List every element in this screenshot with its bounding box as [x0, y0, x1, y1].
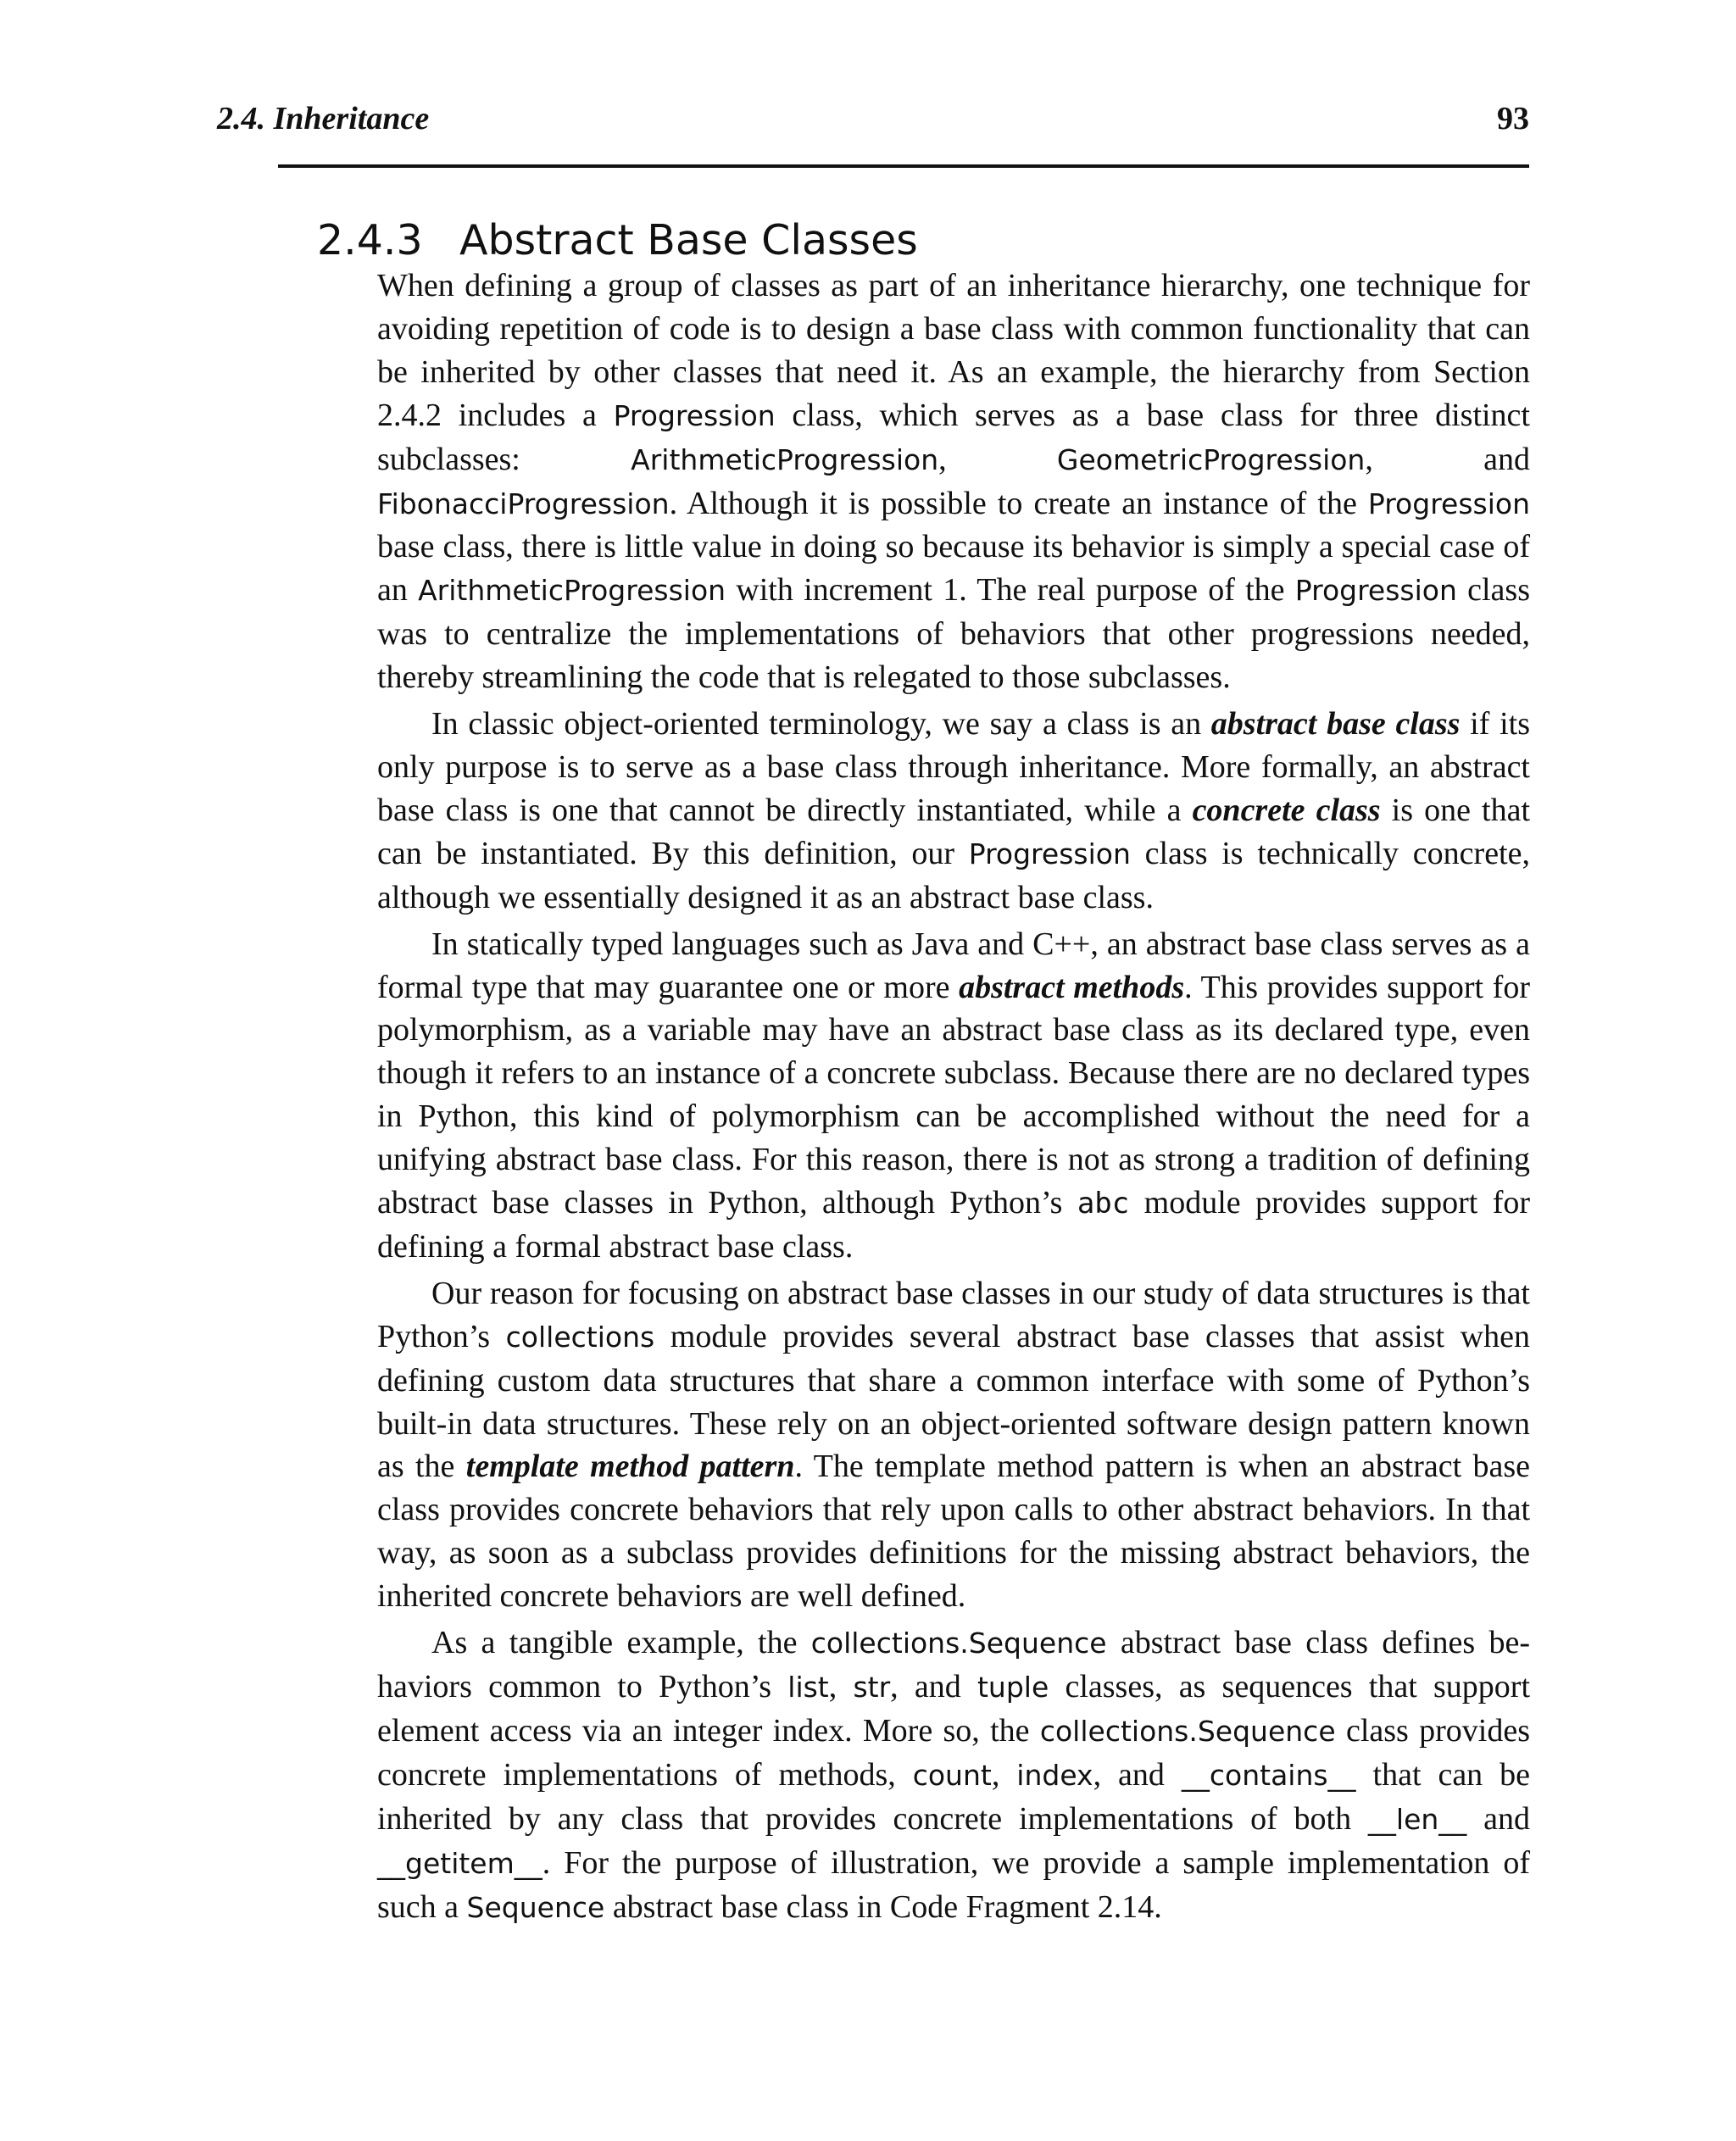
- class-name: str: [853, 1671, 891, 1704]
- body-text: [377, 264, 1530, 1932]
- class-name: collections: [505, 1320, 655, 1354]
- text-run: In classic object-oriented terminology, we say a class is an: [431, 706, 1211, 742]
- key-term: template method pattern: [465, 1449, 795, 1485]
- text-run: Our reason for focusing on abstract base classes in our study of data structures is that Python’s: [377, 1275, 1530, 1354]
- text-run: classes, as sequences that support element access via an integer index. More so, the: [377, 1669, 1530, 1749]
- class-name: count: [912, 1758, 992, 1792]
- text-run: abstract base class defines behaviors common to Python’s: [377, 1625, 1530, 1704]
- text-run: . This provides support for polymorphism, as a variable may have an abstract base class as its declared type, even though it refers to an instance of a concrete subclass. Because there are no declared types in Python, this kind of polymorphism can be accomplished without the need for a unifying abstract base class. For this reason, there is not as strong a tradition of defining abstract base classes in Python, although Python’s: [377, 969, 1530, 1221]
- text-run: ,: [991, 1756, 1017, 1793]
- class-name: Sequence: [466, 1890, 605, 1924]
- page-header: [217, 100, 1529, 141]
- header-rule: [278, 164, 1529, 168]
- class-name: collections.Sequence: [810, 1627, 1107, 1660]
- key-term: concrete class: [1192, 792, 1381, 828]
- text-run: . The template method pattern is when an abstract base class provides concrete behaviors that rely upon calls to other abstract behaviors. In that way, as soon as a subclass provides definitions for the missing abstract behaviors, the inherited concrete behaviors are well defined.: [377, 1449, 1531, 1615]
- key-term: abstract base class: [1210, 706, 1461, 742]
- text-run: class is technically concrete, although we essentially designed it as an abstract base class.: [377, 835, 1530, 915]
- text-run: module provides support for defining a formal abstract base class.: [377, 1185, 1531, 1265]
- paragraph: [377, 1621, 1530, 1929]
- class-name: __getitem__: [377, 1846, 542, 1880]
- class-name: ArithmeticProgression: [631, 442, 939, 476]
- class-name: Progression: [968, 837, 1131, 870]
- section-number: 2.4.3: [317, 215, 423, 264]
- text-run: In statically typed languages such as Java and C++, an abstract base class serves as a formal type that may guarantee one or more: [377, 926, 1530, 1005]
- section-title: Abstract Base Classes: [459, 215, 918, 264]
- text-run: . For the purpose of illustration, we provide a sample implementation of such a: [377, 1844, 1530, 1925]
- text-run: if its only purpose is to serve as a base class through inheritance. More formally, an abstract base class is one that cannot be directly instantiated, while a: [377, 706, 1530, 828]
- text-run: class was to centralize the implementations of behaviors that other progressions needed, thereby streamlining the code that is relegated to those subclasses.: [377, 572, 1530, 696]
- text-run: abstract base class in Code Fragment 2.14.: [604, 1888, 1162, 1925]
- text-run: and: [1466, 1800, 1530, 1837]
- text-run: base class, there is little value in doing so because its behavior is simply a special case of an: [377, 529, 1530, 609]
- class-name: index: [1016, 1758, 1093, 1792]
- paragraph: [377, 703, 1530, 920]
- running-head: 2.4. Inheritance: [217, 101, 430, 136]
- paragraph: [377, 1272, 1530, 1618]
- class-name: Progression: [1294, 574, 1457, 608]
- text-run: with increment 1. The real purpose of the: [726, 572, 1295, 609]
- text-run: , and: [1093, 1756, 1182, 1793]
- key-term: abstract methods: [959, 969, 1185, 1005]
- class-name: GeometricProgression: [1056, 442, 1366, 476]
- text-run: ,: [828, 1669, 854, 1704]
- text-run: . Although it is possible to create an instance of the: [669, 485, 1368, 521]
- paragraph: [377, 264, 1530, 699]
- class-name: FibonacciProgression: [377, 487, 670, 520]
- text-run: As a tangible example, the: [431, 1625, 811, 1661]
- text-run: , and: [1365, 441, 1530, 477]
- class-name: Progression: [1367, 487, 1530, 520]
- class-name: tuple: [976, 1671, 1049, 1704]
- module-name: abc: [1077, 1187, 1130, 1221]
- text-run: module provides several abstract base classes that assist when defining custom data structures that share a common interface with some of Python’s built-in data structures. These rely on an object-oriented software design pattern known as the: [377, 1318, 1530, 1485]
- page-number: 93: [1497, 101, 1529, 136]
- text-run: , and: [890, 1669, 977, 1704]
- class-name: ArithmeticProgression: [418, 574, 726, 608]
- text-run: ,: [938, 441, 1057, 477]
- class-name: __len__: [1367, 1802, 1467, 1836]
- class-name: Progression: [613, 398, 776, 432]
- paragraph: [377, 923, 1530, 1269]
- text-run: When defining a group of classes as part of an inheritance hierarchy, one technique for avoiding repetition of code is to design a base class with common functionality that can be inherited by other classes that need it. As an example, the hierarchy from Section 2.4.2 includes a: [377, 268, 1530, 433]
- text-run: class provides concrete implementations of methods,: [377, 1712, 1530, 1793]
- class-name: __contains__: [1181, 1758, 1356, 1792]
- text-run: is one that can be instantiated. By this definition, our: [377, 792, 1531, 871]
- class-name: collections.Sequence: [1039, 1714, 1336, 1748]
- class-name: list: [787, 1671, 829, 1704]
- section-heading: [317, 216, 918, 264]
- text-run: that can be inherited by any class that provides concrete implementations of both: [377, 1756, 1531, 1837]
- text-run: class, which serves as a base class for three distinct subclasses:: [377, 397, 1530, 477]
